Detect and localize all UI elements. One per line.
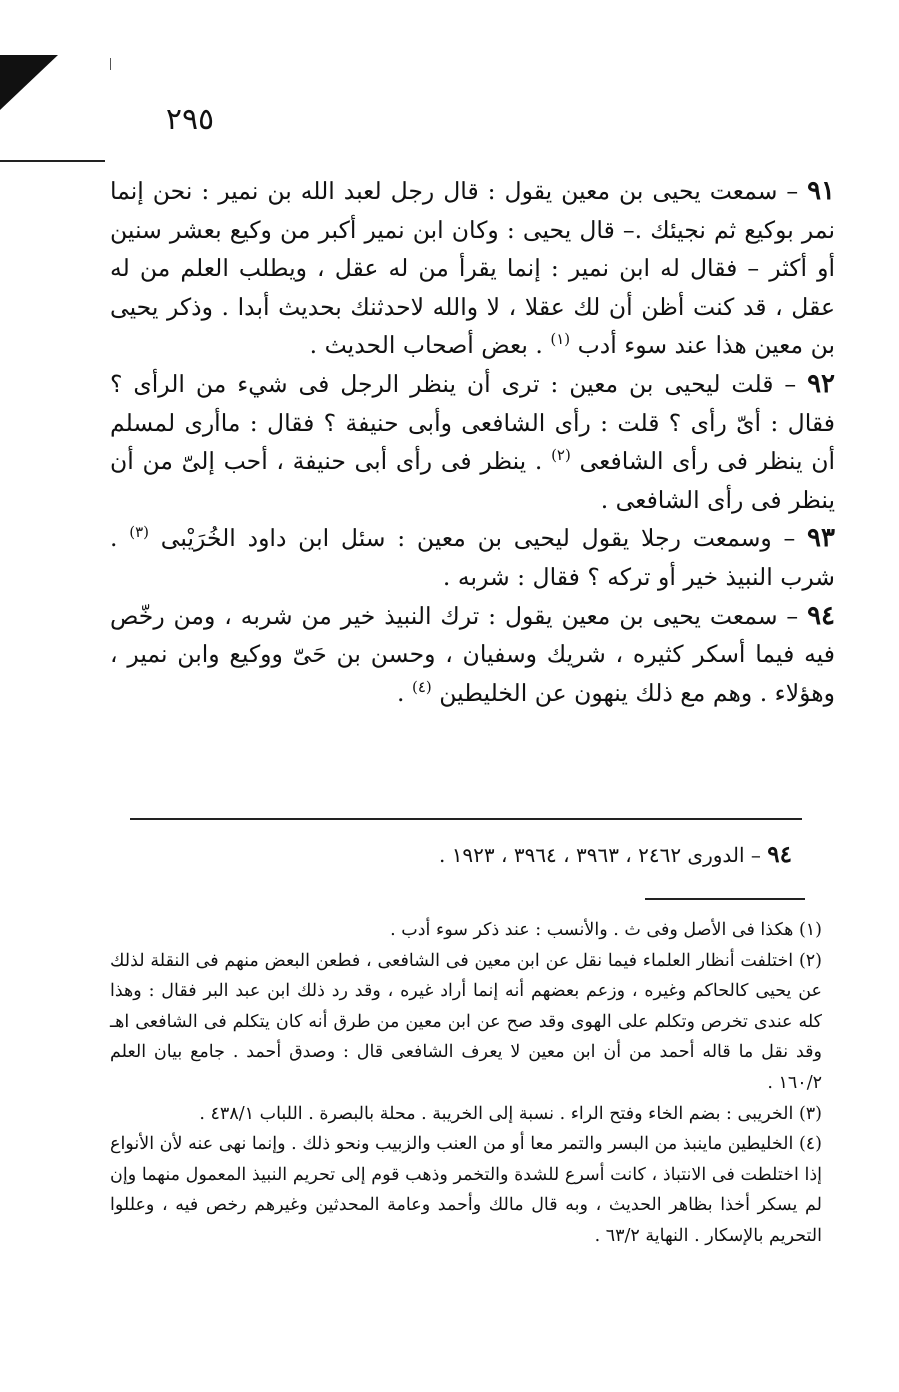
footnote-text: هكذا فى الأصل وفى ث . والأنسب : عند ذكر سوء أدب . [390,920,799,940]
footnote-marker: (١) [798,920,822,940]
header-rule [0,160,105,162]
footnote-text: اختلفت أنظار العلماء فيما نقل عن ابن معين فى الشافعى ، فطعن البعض منهم فى النقلة لذلك عن يحيى كالحاكم وغيره ، وزعم بعضهم أنه إنما أراد غيره ، وقد رد ذلك ابن عبد البر فقال : وهذا كله عندى تخرص وتكلم على الهوى وقد صح عن ابن معين من طرق أنه كان يتكلم فى الشافعى اهـ وقد نقل ما قاله أحمد من أن ابن معين لا يعرف الشافعى قال : وصدق أحمد . جامع بيان العلم ١٦٠/٢ . [110,950,822,1093]
paragraph-94 [110,597,835,713]
paragraph-text-after: . [397,678,412,707]
reference-text: – الدورى ٢٤٦٢ ، ٣٩٦٣ ، ٣٩٦٤ ، ١٩٢٣ . [438,843,768,867]
paragraph-text: – سمعت يحيى بن معين يقول : قال رجل لعبد الله بن نمير : نحن إنما نمر بوكيع ثم نجيئك .– قال يحيى : وكان ابن نمير أكبر من وكيع بعشر سنين أو أكثر – فقال له ابن نمير : إنما يقرأ من له عقل ، ويطلب العلم من له عقل ، قد كنت أظن أن لك عقلا ، لا والله لاحدثنك بحديث أبدا . وذكر يحيى بن معين هذا عند سوء أدب [110,177,835,360]
paragraph-text: – وسمعت رجلا يقول ليحيى بن معين : سئل ابن داود الخُرَيْبى [160,524,808,553]
footnote-separator-rule [645,898,805,900]
footnote-text: الخريبى : بضم الخاء وفتح الراء . نسبة إلى الخريبة . محلة بالبصرة . اللباب ٤٣٨/١ . [199,1103,799,1124]
paragraph-number: ٩٤ [807,600,835,631]
footnotes [110,915,822,1252]
corner-triangle-shape [0,55,60,115]
footnote-4 [110,1129,822,1251]
paragraph-text-after: . بعض أصحاب الحديث . [309,331,551,360]
footnote-marker: (٤) [798,1134,822,1155]
paragraph-number: ٩٣ [807,523,835,554]
paragraph-text: – قلت ليحيى بن معين : ترى أن ينظر الرجل فى شيء من الرأى ؟ فقال : أىّ رأى ؟ قلت : رأى الشافعى وأبى حنيفة ؟ فقال : ماأرى لمسلم أن ينظر فى رأى الشافعى [110,369,835,476]
footnote-marker: (٢) [798,950,822,971]
reference-line [250,838,792,872]
paragraph-93 [110,519,835,596]
footnote-1 [110,915,822,946]
paragraph-number: ٩٢ [807,368,835,399]
main-text [110,172,835,712]
footnote-ref[interactable]: (٢) [551,446,571,465]
footnote-text: الخليطين ماينبذ من البسر والتمر معا أو من العنب والزبيب ونحو ذلك . وإنما نهى عنه لأن الأنواع إذا اختلطت فى الانتباذ ، كانت أسرع للشدة والتخمر وذهب قوم إلى تحريم النبيذ المعمول منهما وإن لم يسكر أخذا بظاهر الحديث ، وبه قال مالك وأحمد وعامة المحدثين وغيرهم رخص فيه ، وعللوا التحريم بالإسكار . النهاية ٦٣/٢ . [110,1134,822,1246]
footnote-marker: (٣) [798,1103,822,1124]
paragraph-text-after: . شرب النبيذ خير أو تركه ؟ فقال : شربه . [110,524,835,591]
scan-tick-mark [110,58,111,70]
separator-rule [130,818,802,820]
footnote-2 [110,946,822,1099]
footnote-ref[interactable]: (٤) [411,677,432,696]
paragraph-92 [110,365,835,519]
paragraph-91 [110,172,835,365]
footnote-ref[interactable]: (٣) [129,523,150,542]
footnote-3 [110,1099,822,1130]
paragraph-text-after: . ينظر فى رأى أبى حنيفة ، أحب إلىّ من أن ينظر فى رأى الشافعى . [110,447,835,514]
page-number: ٢٩٥ [165,102,215,137]
paragraph-text: – سمعت يحيى بن معين يقول : ترك النبيذ خير من شربه ، ومن رخّص فيه فيما أسكر كثيره ، شريك وسفيان ، وحسن بن حَىّ ووكيع وابن نمير ، وهؤلاء . وهم مع ذلك ينهون عن الخليطين [110,601,835,707]
paragraph-number: ٩١ [807,176,835,206]
reference-number: ٩٤ [767,841,792,868]
footnote-ref[interactable]: (١) [550,330,571,349]
